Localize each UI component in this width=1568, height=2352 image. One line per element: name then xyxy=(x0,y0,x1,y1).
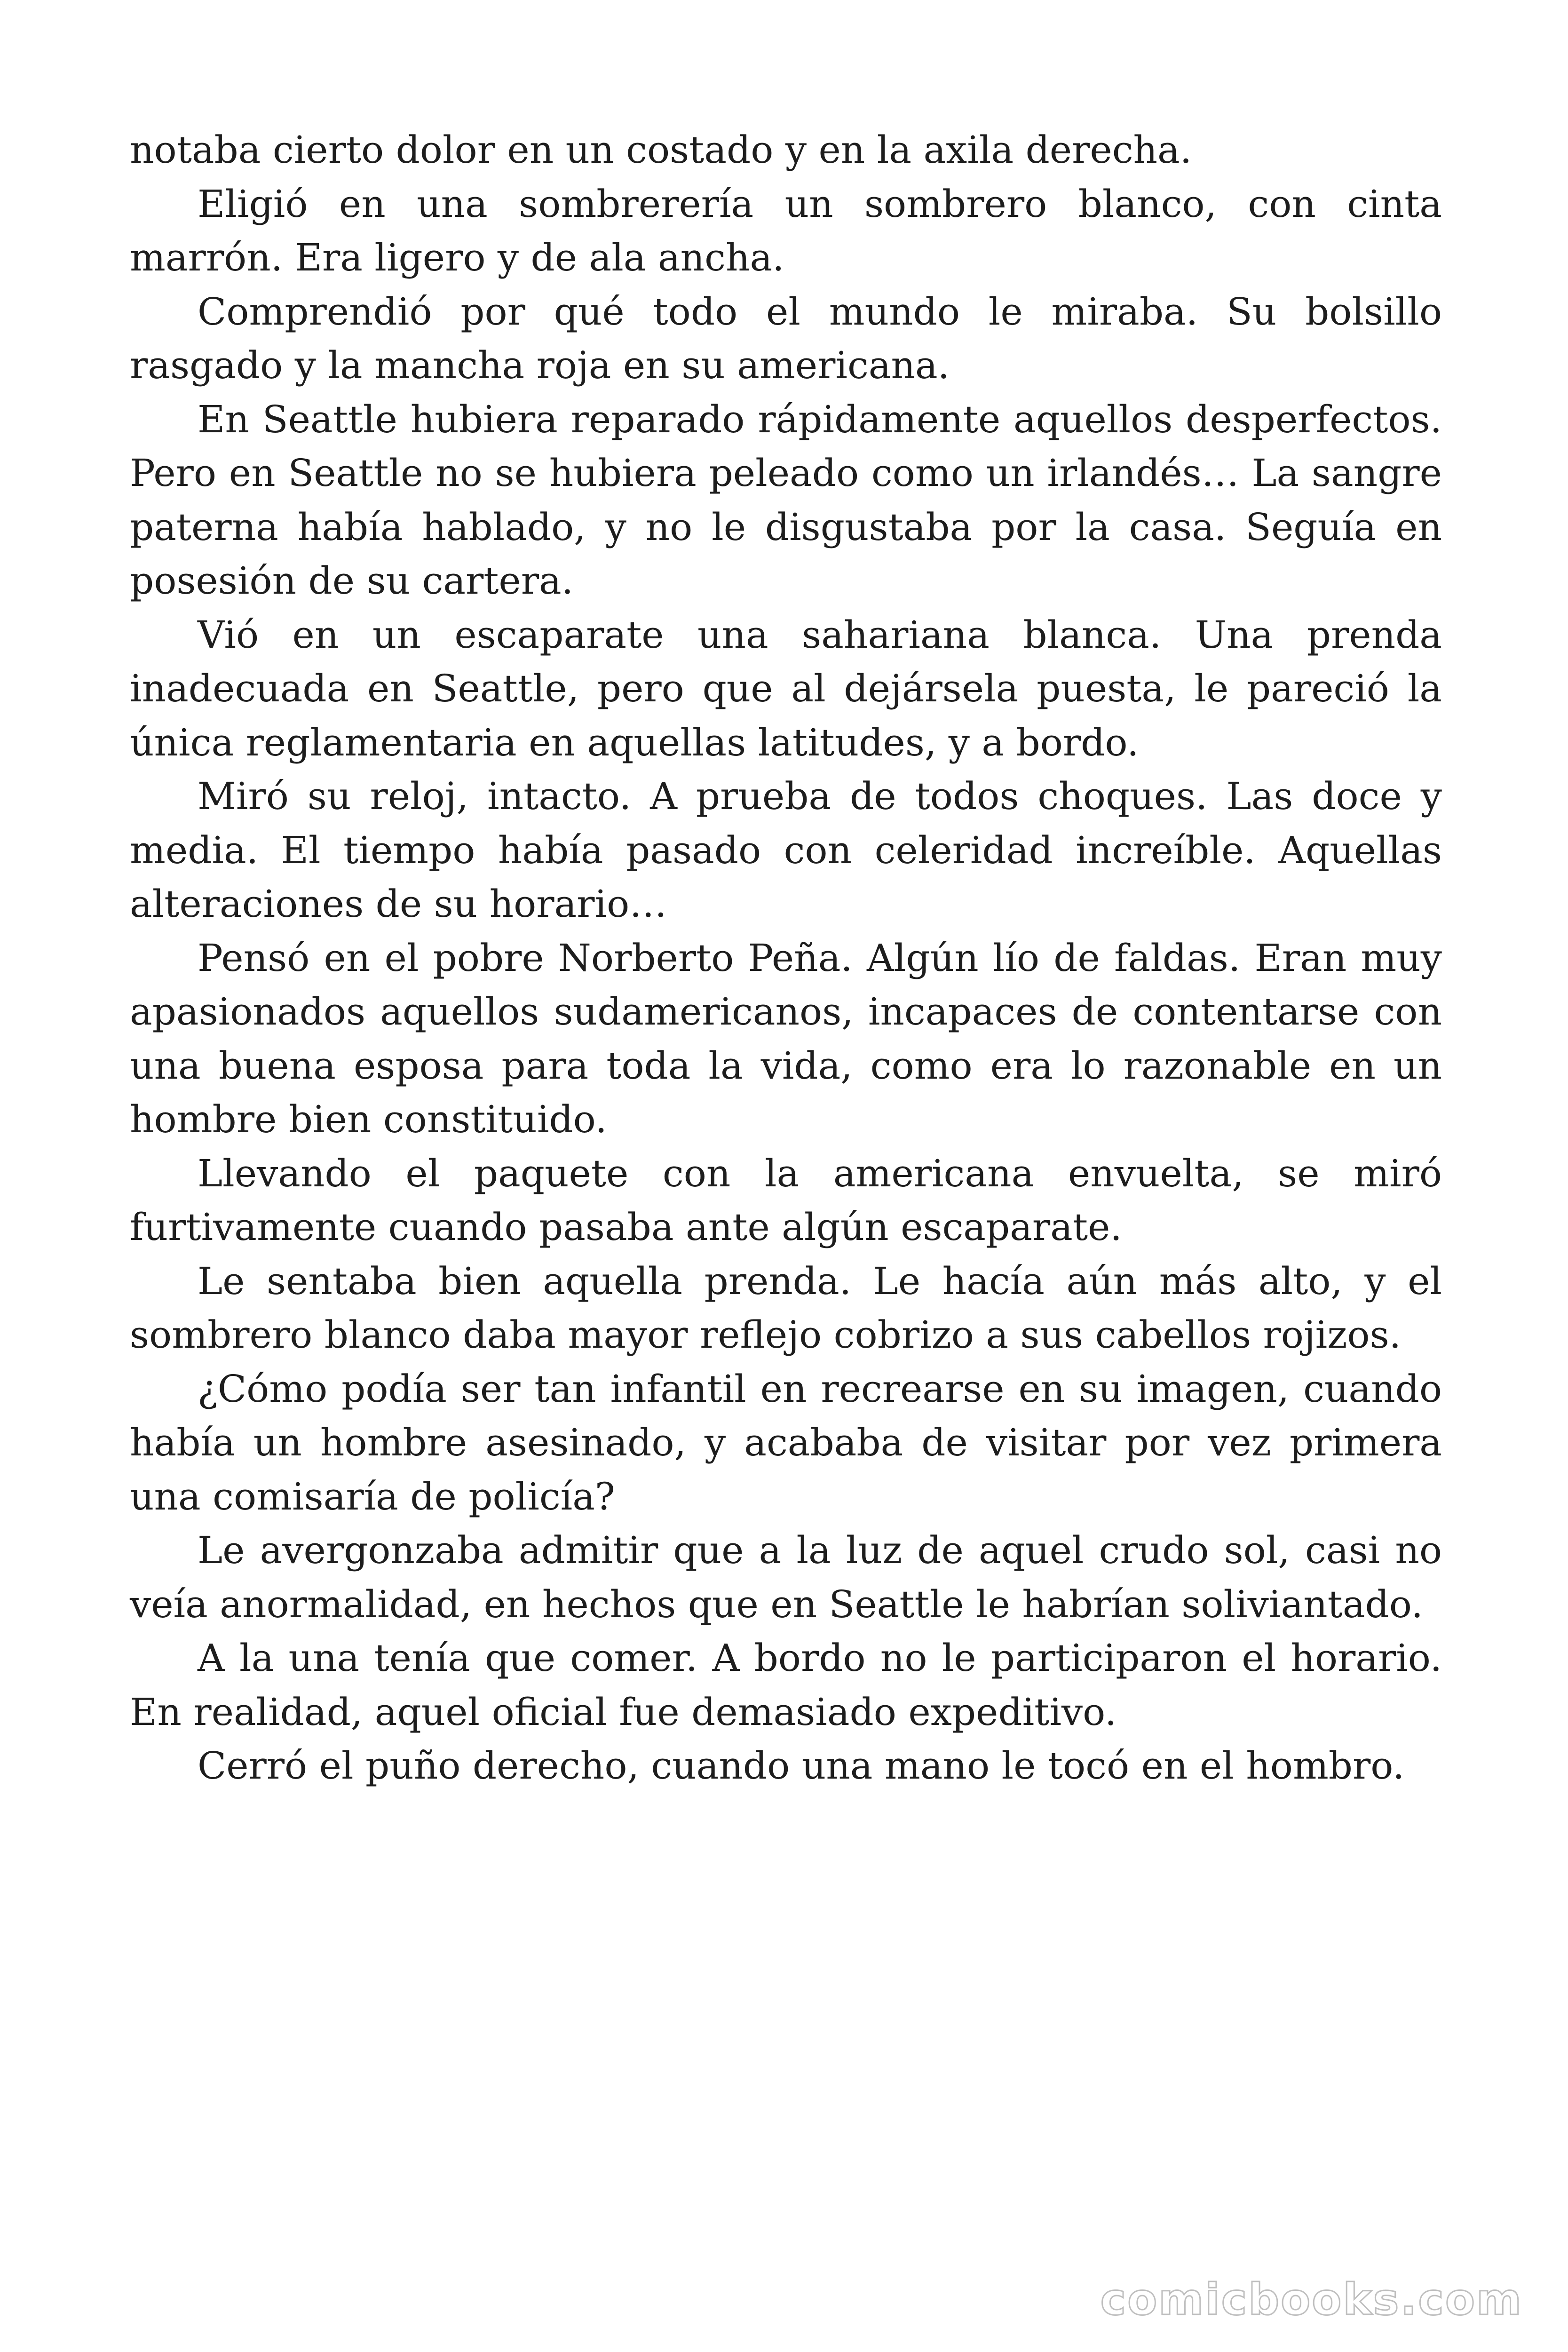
paragraph-2: Eligió en una sombrerería un sombrero blanco, con cinta marrón. Era ligero y de ala ancha. xyxy=(130,182,1442,279)
paragraph-13: Cerró el puño derecho, cuando una mano le tocó en el hombro. xyxy=(198,1744,1405,1788)
paragraph-4: En Seattle hubiera reparado rápidamente aquellos desperfectos. Pero en Seattle no se hubiera peleado como un irlandés… La sangre paterna había hablado, y no le disgustaba por la casa. Seguía en posesión de su cartera. xyxy=(130,397,1442,603)
paragraph-10: ¿Cómo podía ser tan infantil en recrearse en su imagen, cuando había un hombre asesinado, y acababa de visitar por vez primera una comisaría de policía? xyxy=(130,1367,1442,1518)
paragraph-1: notaba cierto dolor en un costado y en la axila derecha. xyxy=(130,128,1192,172)
body-text xyxy=(130,123,1442,1793)
site-watermark: comicbooks.com xyxy=(1100,2274,1523,2325)
paragraph-9: Le sentaba bien aquella prenda. Le hacía aún más alto, y el sombrero blanco daba mayor reflejo cobrizo a sus cabellos rojizos. xyxy=(130,1259,1442,1357)
paragraph-12: A la una tenía que comer. A bordo no le participaron el horario. En realidad, aquel oficial fue demasiado expeditivo. xyxy=(130,1636,1442,1734)
paragraph-11: Le avergonzaba admitir que a la luz de aquel crudo sol, casi no veía anormalidad, en hechos que en Seattle le habrían soliviantado. xyxy=(130,1528,1442,1626)
paragraph-7: Pensó en el pobre Norberto Peña. Algún lío de faldas. Eran muy apasionados aquellos sudamericanos, incapaces de contentarse con una buena esposa para toda la vida, como era lo razonable en un hombre bien constituido. xyxy=(130,936,1442,1141)
paragraph-8: Llevando el paquete con la americana envuelta, se miró furtivamente cuando pasaba ante algún escaparate. xyxy=(130,1151,1442,1249)
paragraph-5: Vió en un escaparate una sahariana blanca. Una prenda inadecuada en Seattle, pero que al dejársela puesta, le pareció la única reglamentaria en aquellas latitudes, y a bordo. xyxy=(130,612,1442,764)
paragraph-6: Miró su reloj, intacto. A prueba de todos choques. Las doce y media. El tiempo había pasado con celeridad increíble. Aquellas alteraciones de su horario… xyxy=(130,774,1442,926)
paragraph-3: Comprendió por qué todo el mundo le miraba. Su bolsillo rasgado y la mancha roja en su americana. xyxy=(130,289,1442,387)
